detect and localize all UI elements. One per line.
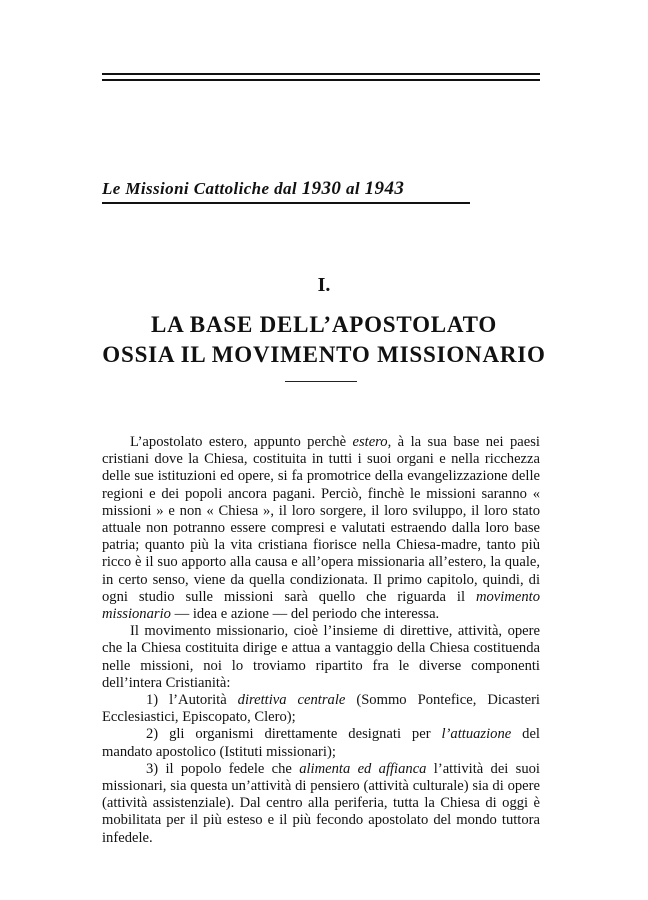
top-rule-second [102,79,540,81]
list-item-organisms: 2) gli organismi direttamente designati per l’attuazione del mandato apostolico (Istituti missionari); [102,726,540,760]
chapter-heading-line2: OSSIA IL MOVIMENTO MISSIONARIO [102,342,546,367]
paragraph-intro: L’apostolato estero, appunto perchè estero, à la sua base nei paesi cristiani dove la Chiesa, costituita in tutti i suoi organi e nella ricchezza delle sue istituzioni ed opere, si fa promotrice della evangelizzazione delle regioni e dei popoli ancora pagani. Perciò, finchè le missioni saranno « missioni » e non « Chiesa », il loro sorgere, il loro sviluppo, il loro stato attuale non potranno essere compresi e valutati estraendo dalla loro base patria; quanto più la vita cristiana fiorisce nella Chiesa-madre, tanto più ricco è il suo apporto alla causa e all’opera missionaria all’estero, la quale, in certo senso, viene da quella condizionata. Il primo capitolo, quindi, di ogni studio sulle missioni sarà quello che riguarda il movimento missionario — idea e azione — del periodo che interessa. [102,434,540,623]
year-end: 1943 [364,178,405,199]
section-divider [285,381,357,382]
running-title-underline [102,202,470,204]
paragraph-movement: Il movimento missionario, cioè l’insieme di direttive, attività, opere che la Chiesa costituita dirige e attua a vantaggio della Chiesa costituenda nelle missioni, noi lo troviamo ripartito fra le diverse componenti dell’intera Cristianità: [102,623,540,691]
chapter-heading-line1: LA BASE DELL’APOSTOLATO [150,312,498,337]
list-item-authority: 1) l’Autorità direttiva centrale (Sommo Pontefice, Dicasteri Ecclesiastici, Episcopato, Clero); [102,692,540,726]
list-item-people: 3) il popolo fedele che alimenta ed affianca l’attività dei suoi missionari, sia questa un’attività di pensiero (attività culturale) sia di opere (attività assistenziale). Dal centro alla periferia, tutta la Chiesa di oggi è mobilitata per il più esteso e il più fecondo apostolato del mondo tuttora infedele. [102,760,540,846]
chapter-number: I. [317,274,331,296]
running-title: Le Missioni Cattoliche dal 1930 al 1943 [102,178,405,199]
year-start: 1930 [301,178,342,199]
body-text [102,434,540,847]
top-rule [102,73,540,75]
